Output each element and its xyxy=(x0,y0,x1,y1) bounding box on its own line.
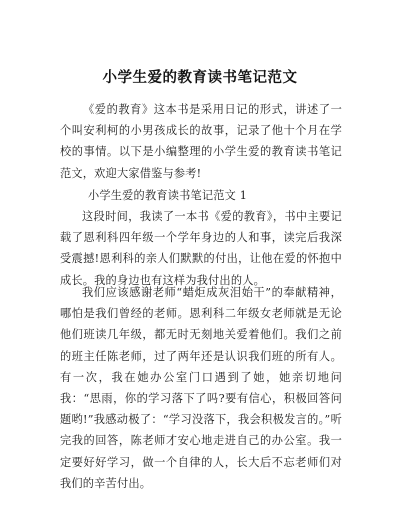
intro-paragraph: 《爱的教育》这本书是采用日记的形式，讲述了一个叫安利柯的小男孩成长的故事，记录了他十个月在学校的事情。以下是小编整理的小学生爱的教育读书笔记范文，欢迎大家借鉴与参考! xyxy=(60,103,342,180)
body-paragraph-1: 这段时间，我读了一本书《爱的教育》，书中主要记载了恩利科四年级一个学年身边的人和事，读完后我深受震撼!恩利科的亲人们默默的付出，让他在爱的怀抱中成长。我的身边也有这样为我付出的人。 xyxy=(60,210,342,287)
section-heading: 小学生爱的教育读书笔记范文 1 xyxy=(88,189,248,202)
document-title: 小学生爱的教育读书笔记范文 xyxy=(102,70,298,86)
body-paragraph-2: 我们应该感谢老师“蜡炬成灰泪始干”的奉献精神，哪怕是我们曾经的老师。恩利科二年级女老师就是无论他们班读几年级，都无时无刻地关爱着他们。我们之前的班主任陈老师，过了两年还是认识我们班的所有人。有一次，我在她办公室门口遇到了她，她亲切地问我：“思雨，你的学习落下了吗?要有信心，积极回答问题哟!”我感动极了：“学习没落下，我会积极发言的。”听完我的回答，陈老师才安心地走进自己的办公室。我一定要好好学习，做一个自律的人，长大后不忘老师们对我们的辛苦付出。 xyxy=(60,286,342,490)
